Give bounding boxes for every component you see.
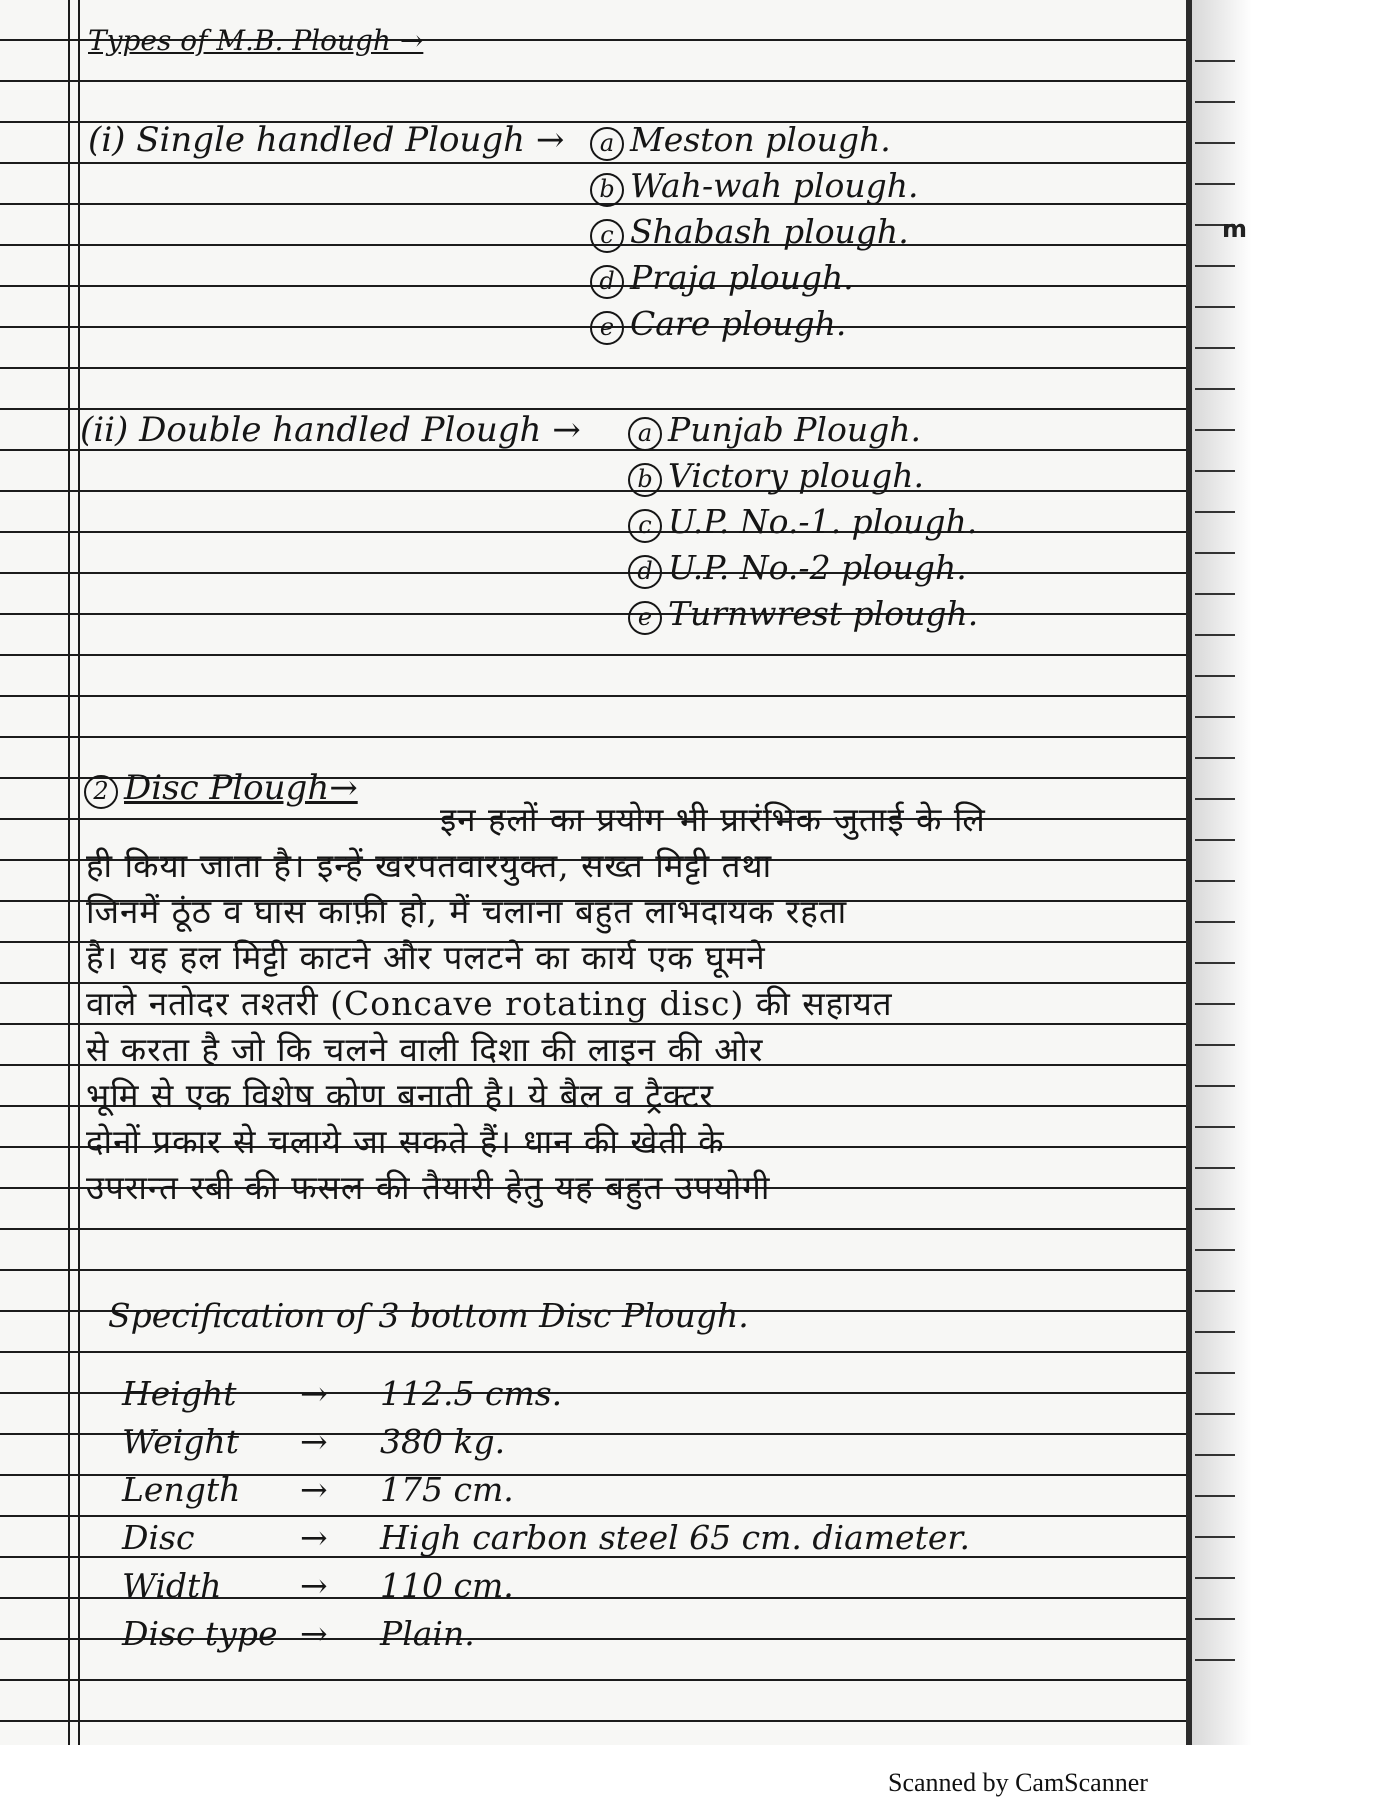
single-plough-item <box>590 120 891 161</box>
tick-line <box>1195 265 1235 267</box>
tick-line <box>1195 1290 1235 1292</box>
item-letter: d <box>590 265 624 299</box>
tick-line <box>1195 1208 1235 1210</box>
tick-line <box>1195 962 1235 964</box>
item-letter: b <box>628 463 662 497</box>
disc-number: 2 <box>84 775 118 809</box>
spec-value: 110 cm. <box>380 1566 514 1605</box>
spec-arrow: → <box>300 1518 328 1557</box>
margin-line-left <box>68 0 70 1745</box>
item-letter: a <box>590 127 624 161</box>
single-plough-item <box>590 304 846 345</box>
tick-line <box>1195 757 1235 759</box>
item-label: Shabash plough. <box>630 212 909 251</box>
item-label: U.P. No.-2 plough. <box>668 548 967 587</box>
spec-key: Weight <box>122 1422 239 1461</box>
disc-text-line: दोनों प्रकार से चलाये जा सकते हैं। धान की खेती के <box>86 1122 725 1161</box>
scanner-footer: Scanned by CamScanner <box>888 1768 1148 1797</box>
tick-line <box>1195 675 1235 677</box>
tick-line <box>1195 593 1235 595</box>
item-letter: d <box>628 555 662 589</box>
single-plough-item <box>590 166 918 207</box>
spec-value: Plain. <box>380 1614 475 1653</box>
tick-line <box>1195 1003 1235 1005</box>
double-plough-item <box>628 594 978 635</box>
tick-line <box>1195 1618 1235 1620</box>
tick-line <box>1195 1495 1235 1497</box>
next-page-lines <box>1195 60 1255 1710</box>
item-label: Turnwrest plough. <box>668 594 979 633</box>
disc-text-line: वाले नतोदर तश्तरी (Concave rotating disc) की सहायत <box>86 984 893 1023</box>
tick-line <box>1195 347 1235 349</box>
item-label: Praja plough. <box>630 258 854 297</box>
single-plough-item <box>590 258 854 299</box>
double-plough-item <box>628 410 921 451</box>
tick-line <box>1195 1454 1235 1456</box>
double-plough-item <box>628 502 977 543</box>
tick-line <box>1195 1372 1235 1374</box>
spec-arrow: → <box>300 1422 328 1461</box>
tick-line <box>1195 1577 1235 1579</box>
tick-line <box>1195 1044 1235 1046</box>
spec-arrow: → <box>300 1614 328 1653</box>
tick-line <box>1195 1536 1235 1538</box>
item-letter: c <box>590 219 624 253</box>
item-label: Punjab Plough. <box>668 410 921 449</box>
spec-value: High carbon steel 65 cm. diameter. <box>380 1518 971 1557</box>
spec-key: Disc <box>122 1518 195 1557</box>
item-letter: e <box>590 311 624 345</box>
item-label: U.P. No.-1. plough. <box>668 502 978 541</box>
tick-line <box>1195 429 1235 431</box>
tick-line <box>1195 388 1235 390</box>
tick-line <box>1195 183 1235 185</box>
item-label: Victory plough. <box>668 456 924 495</box>
spec-value: 175 cm. <box>380 1470 514 1509</box>
spec-value: 380 kg. <box>380 1422 506 1461</box>
item-letter: a <box>628 417 662 451</box>
spec-arrow: → <box>300 1374 328 1413</box>
spec-arrow: → <box>300 1566 328 1605</box>
spec-key: Disc type <box>122 1614 278 1653</box>
tick-line <box>1195 1167 1235 1169</box>
tick-line <box>1195 1413 1235 1415</box>
tick-line <box>1195 1249 1235 1251</box>
tick-line <box>1195 511 1235 513</box>
tick-line <box>1195 921 1235 923</box>
tick-line <box>1195 1085 1235 1087</box>
tick-line <box>1195 880 1235 882</box>
disc-title: Disc Plough→ <box>124 768 358 808</box>
margin-line-right <box>78 0 80 1745</box>
double-handled-title: (ii) Double handled Plough → <box>80 410 581 450</box>
single-plough-item <box>590 212 909 253</box>
item-label: Care plough. <box>630 304 847 343</box>
disc-text-line: भूमि से एक विशेष कोण बनाती है। ये बैल व ट्रैक्टर <box>86 1076 714 1115</box>
item-label: Wah-wah plough. <box>630 166 919 205</box>
tick-line <box>1195 839 1235 841</box>
tick-line <box>1195 716 1235 718</box>
tick-line <box>1195 552 1235 554</box>
tick-line <box>1195 1659 1235 1661</box>
disc-text-line: उपरान्त रबी की फसल की तैयारी हेतु यह बहुत उपयोगी <box>86 1168 771 1207</box>
tick-line <box>1195 470 1235 472</box>
tick-line <box>1195 1331 1235 1333</box>
disc-text-line: है। यह हल मिट्टी काटने और पलटने का कार्य एक घूमने <box>86 938 766 977</box>
double-plough-item <box>628 548 967 589</box>
spec-arrow: → <box>300 1470 328 1509</box>
double-plough-item <box>628 456 924 497</box>
tick-line <box>1195 142 1235 144</box>
tick-line <box>1195 798 1235 800</box>
spec-title: Specification of 3 bottom Disc Plough. <box>108 1296 749 1335</box>
spec-key: Length <box>122 1470 241 1509</box>
tick-line <box>1195 101 1235 103</box>
edge-mark: m <box>1222 215 1248 243</box>
item-letter: e <box>628 601 662 635</box>
item-letter: c <box>628 509 662 543</box>
disc-text-line: ही किया जाता है। इन्हें खरपतवारयुक्त, सख्त मिट्टी तथा <box>86 846 773 885</box>
section-heading: Types of M.B. Plough → <box>88 24 424 57</box>
item-letter: b <box>590 173 624 207</box>
disc-heading <box>84 768 358 809</box>
tick-line <box>1195 1126 1235 1128</box>
item-label: Meston plough. <box>630 120 891 159</box>
spec-key: Height <box>122 1374 237 1413</box>
tick-line <box>1195 60 1235 62</box>
spec-value: 112.5 cms. <box>380 1374 563 1413</box>
tick-line <box>1195 634 1235 636</box>
disc-text-line: जिनमें ठूंठ व घास काफ़ी हो, में चलाना बहुत लाभदायक रहता <box>86 892 848 931</box>
single-handled-title: (i) Single handled Plough → <box>88 120 565 160</box>
tick-line <box>1195 306 1235 308</box>
disc-text-line: से करता है जो कि चलने वाली दिशा की लाइन की ओर <box>86 1030 764 1069</box>
spec-key: Width <box>122 1566 222 1605</box>
disc-text-line: इन हलों का प्रयोग भी प्रारंभिक जुताई के लि <box>440 800 986 839</box>
